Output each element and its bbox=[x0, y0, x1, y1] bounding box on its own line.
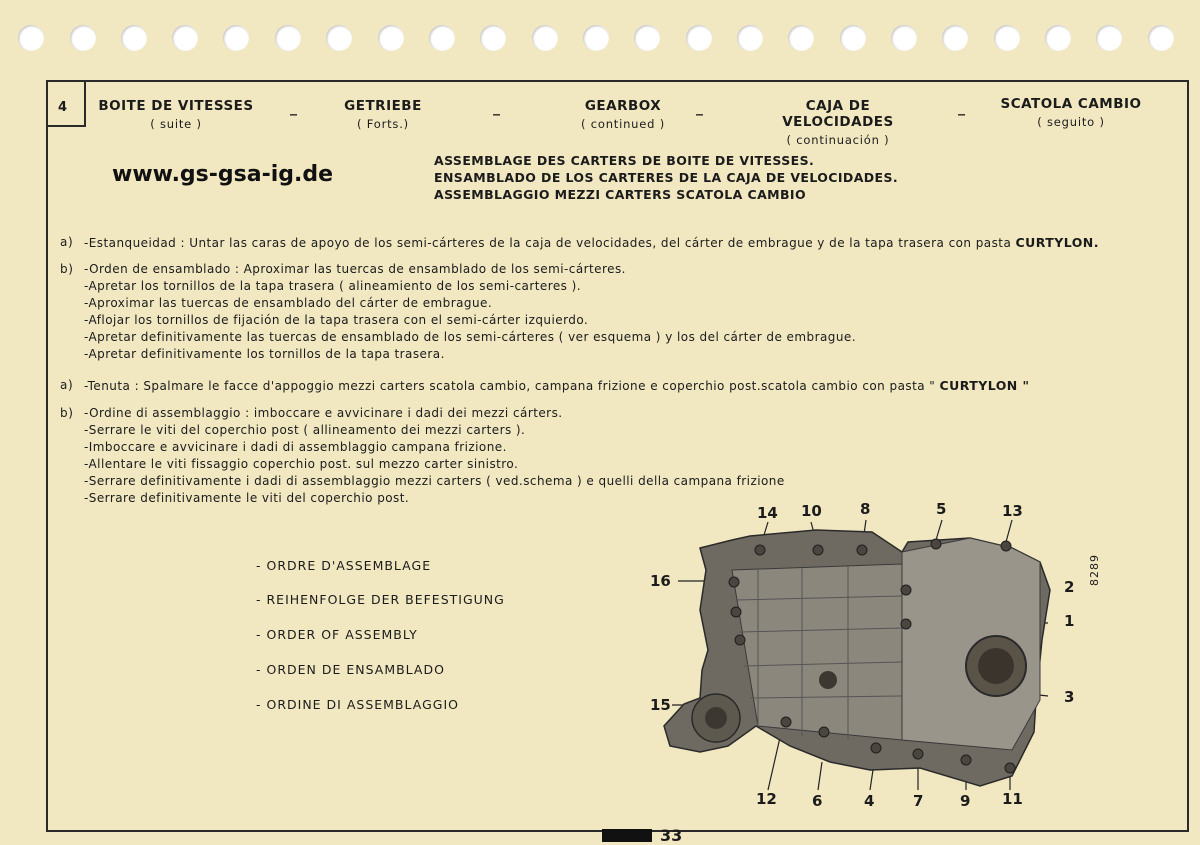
header-en-title: GEARBOX bbox=[584, 98, 662, 114]
callout-7: 7 bbox=[913, 792, 924, 810]
it-a-product: CURTYLON " bbox=[939, 378, 1030, 393]
order-label-es: - ORDEN DE ENSAMBLADO bbox=[256, 662, 445, 677]
order-label-fr: - ORDRE D'ASSEMBLAGE bbox=[256, 558, 432, 573]
section-title-es: ENSAMBLADO DE LOS CARTERES DE LA CAJA DE VELOCIDADES. bbox=[434, 170, 899, 185]
header-de bbox=[318, 98, 448, 131]
header-fr-title: BOITE DE VITESSES bbox=[98, 98, 254, 114]
callout-3: 3 bbox=[1064, 688, 1075, 706]
page-tab-marker bbox=[602, 829, 652, 842]
header-it-title: SCATOLA CAMBIO bbox=[1000, 96, 1142, 112]
it-b-line: -Serrare definitivamente i dadi di assemblaggio mezzi carters ( ved.schema ) e quelli della campana frizione bbox=[84, 474, 785, 488]
es-b-line: -Apretar definitivamente las tuercas de ensamblado de los semi-cárteres ( ver esquema ) y los del cárter de embrague. bbox=[84, 330, 856, 344]
header-es-sub: ( continuación ) bbox=[786, 133, 890, 147]
it-a-text bbox=[84, 378, 1029, 393]
es-a-product: CURTYLON. bbox=[1015, 235, 1099, 250]
figure-reference: 8289 bbox=[1088, 554, 1101, 586]
callout-4: 4 bbox=[864, 792, 875, 810]
callout-16: 16 bbox=[650, 572, 671, 590]
header-es bbox=[748, 98, 928, 147]
callout-6: 6 bbox=[812, 792, 823, 810]
header-it-sub: ( seguito ) bbox=[1037, 115, 1105, 129]
it-b-line: -Ordine di assemblaggio : imboccare e avvicinare i dadi dei mezzi cárters. bbox=[84, 406, 563, 420]
callout-1: 1 bbox=[1064, 612, 1075, 630]
header-fr bbox=[96, 98, 256, 131]
it-b-line: -Serrare le viti del coperchio post ( allineamento dei mezzi carters ). bbox=[84, 423, 526, 437]
es-a-text bbox=[84, 235, 1099, 250]
page-number: 33 bbox=[660, 826, 683, 845]
es-a-body: -Estanqueidad : Untar las caras de apoyo de los semi-cárteres de la caja de velocidades, del cárter de embrague y de la tapa trasera con pasta bbox=[84, 236, 1012, 250]
callout-2: 2 bbox=[1064, 578, 1075, 596]
header-es-title: CAJA DE VELOCIDADES bbox=[782, 98, 894, 130]
header-de-title: GETRIEBE bbox=[344, 98, 422, 114]
section-title-fr: ASSEMBLAGE DES CARTERS DE BOITE DE VITESSES. bbox=[434, 153, 815, 168]
order-label-it: - ORDINE DI ASSEMBLAGGIO bbox=[256, 697, 459, 712]
it-b-line: -Allentare le viti fissaggio coperchio post. sul mezzo carter sinistro. bbox=[84, 457, 519, 471]
header-it bbox=[996, 96, 1146, 129]
section-title-it: ASSEMBLAGGIO MEZZI CARTERS SCATOLA CAMBIO bbox=[434, 187, 806, 202]
callout-13: 13 bbox=[1002, 502, 1023, 520]
it-b-line: -Serrare definitivamente le viti del coperchio post. bbox=[84, 491, 410, 505]
it-a-body: -Tenuta : Spalmare le facce d'appoggio mezzi carters scatola cambio, campana frizione e coperchio post.scatola cambio con pasta " bbox=[84, 379, 936, 393]
callout-9: 9 bbox=[960, 792, 971, 810]
header-separator: _ bbox=[493, 100, 500, 116]
es-b-label: b) bbox=[60, 262, 74, 276]
es-b-line: -Aflojar los tornillos de fijación de la tapa trasera con el semi-cárter izquierdo. bbox=[84, 313, 589, 327]
header-en-sub: ( continued ) bbox=[581, 117, 665, 131]
es-b-line: -Aproximar las tuercas de ensamblado del cárter de embrague. bbox=[84, 296, 493, 310]
it-b-label: b) bbox=[60, 406, 74, 420]
header-separator: _ bbox=[958, 100, 965, 116]
website-watermark: www.gs-gsa-ig.de bbox=[112, 162, 334, 187]
callout-14: 14 bbox=[757, 504, 778, 522]
es-b-line: -Apretar los tornillos de la tapa trasera ( alineamiento de los semi-carteres ). bbox=[84, 279, 582, 293]
callout-8: 8 bbox=[860, 500, 871, 518]
order-label-en: - ORDER OF ASSEMBLY bbox=[256, 627, 418, 642]
order-label-de: - REIHENFOLGE DER BEFESTIGUNG bbox=[256, 592, 505, 607]
header-separator: _ bbox=[696, 100, 703, 116]
callout-12: 12 bbox=[756, 790, 777, 808]
header-fr-sub: ( suite ) bbox=[150, 117, 202, 131]
es-b-line: -Orden de ensamblado : Aproximar las tuercas de ensamblado de los semi-cárteres. bbox=[84, 262, 626, 276]
header-en bbox=[548, 98, 698, 131]
es-b-line: -Apretar definitivamente los tornillos de la tapa trasera. bbox=[84, 347, 445, 361]
callout-10: 10 bbox=[801, 502, 822, 520]
es-a-label: a) bbox=[60, 235, 74, 249]
header-de-sub: ( Forts.) bbox=[357, 117, 409, 131]
callout-11: 11 bbox=[1002, 790, 1023, 808]
chapter-number: 4 bbox=[58, 100, 68, 115]
callout-15: 15 bbox=[650, 696, 671, 714]
gearbox-photo bbox=[640, 500, 1100, 820]
header-separator: _ bbox=[290, 100, 297, 116]
it-a-label: a) bbox=[60, 378, 74, 392]
it-b-line: -Imboccare e avvicinare i dadi di assemblaggio campana frizione. bbox=[84, 440, 507, 454]
callout-5: 5 bbox=[936, 500, 947, 518]
